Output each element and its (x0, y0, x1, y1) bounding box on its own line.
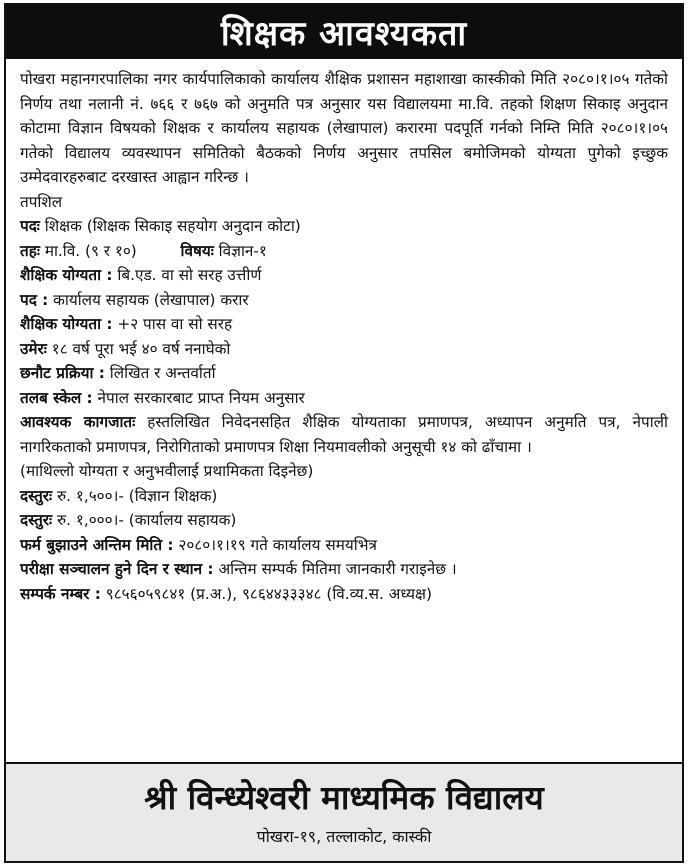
qualification-teacher-value: बि.एड. वा सो सरह उत्तीर्ण (117, 266, 262, 284)
age-label: उमेरः (20, 339, 47, 358)
qualification-assistant (20, 312, 668, 337)
tapsil-heading: तपशिल (20, 192, 63, 211)
fee-teacher-value: रु. १,५००।- (विज्ञान शिक्षक) (57, 486, 218, 505)
post-teacher (20, 214, 668, 239)
subject-label: विषयः (180, 241, 214, 260)
selection-value: लिखित र अन्तर्वार्ता (109, 364, 216, 382)
post-assistant (20, 288, 668, 313)
deadline-label: फर्म बुझाउने अन्तिम मिति : (20, 535, 174, 554)
qualification-assistant-label: शैक्षिक योग्यता : (20, 315, 113, 333)
contact-value: ९८५६०५९८४१ (प्र.अ.), ९८६४४३३३४८ (वि.व्य.स. अध्यक्ष) (105, 584, 432, 603)
selection-process (20, 361, 668, 386)
deadline-value: २०८०।१।१९ गते कार्यालय समयभित्र (178, 535, 377, 554)
exam-value: अन्तिम सम्पर्क मितिमा जानकारी गराइनेछ । (218, 560, 457, 578)
selection-label: छनौट प्रक्रिया : (20, 364, 105, 382)
documents-label: आवश्यक कागजातः (20, 413, 136, 431)
school-name: श्री विन्ध्येश्वरी माध्यमिक विद्यालय (144, 778, 544, 817)
school-footer (6, 762, 682, 861)
intro-paragraph: पोखरा महानगरपालिका नगर कार्यपालिकाको कार्यालय शैक्षिक प्रशासन महाशाखा कास्कीको मिति २०८०।१।०५ गतेको निर्णय तथा नलानी नं. ७६६ र ७६७ को अनुमति पत्र अनुसार यस विद्यालयमा मा.वि. तहको शिक्षण सिकाइ अनुदान कोटामा विज्ञान विषयको शिक्षक र कार्यालय सहायक (लेखापाल) करारमा पदपूर्ति गर्नको निम्ति मिति २०८०।१।०५ गतेको विद्यालय व्यवस्थापन समितिको बैठकको निर्णय अनुसार तपसिल बमोजिमको योग्यता पुगेको इच्छुक उम्मेदवारहरुबाट दरखास्त आह्वान गरिन्छ । (20, 70, 668, 186)
age-value: १८ वर्ष पूरा भई ४० वर्ष ननाघेको (51, 339, 231, 358)
age-requirement (20, 337, 668, 362)
level-subject (20, 239, 668, 264)
qualification-teacher-label: शैक्षिक योग्यता : (20, 266, 113, 284)
fee-teacher (20, 484, 668, 509)
level-value: मा.वि. (९ र १०) (44, 241, 137, 260)
post-teacher-label: पदः (20, 217, 40, 235)
level-label: तहः (20, 241, 40, 260)
salary-label: तलब स्केल : (20, 388, 93, 407)
fee-assistant-value: रु. १,०००।- (कार्यालय सहायक) (57, 511, 237, 529)
qualification-teacher (20, 263, 668, 288)
exam-label: परीक्षा सञ्चालन हुने दिन र स्थान : (20, 560, 214, 578)
post-teacher-value: शिक्षक (शिक्षक सिकाइ सहयोग अनुदान कोटा) (44, 217, 301, 235)
notice-frame (4, 3, 684, 863)
notice-body (6, 59, 682, 606)
post-assistant-label: पद : (20, 290, 49, 309)
subject-value: विज्ञान-१ (218, 241, 267, 260)
required-documents (20, 410, 668, 459)
fee-assistant-label: दस्तुरः (20, 511, 53, 529)
salary-scale (20, 386, 668, 411)
contact-label: सम्पर्क नम्बर : (20, 584, 101, 603)
qualification-assistant-value: +२ पास वा सो सरह (117, 315, 233, 333)
exam-schedule (20, 557, 668, 582)
notice-title: शिक्षक आवश्यकता (6, 5, 682, 59)
fee-teacher-label: दस्तुरः (20, 486, 53, 505)
salary-value: नेपाल सरकारबाट प्राप्त नियम अनुसार (97, 388, 305, 407)
contact-number (20, 582, 668, 607)
school-address: पोखरा-१९, तल्लाकोट, कास्की (256, 827, 432, 846)
fee-assistant (20, 508, 668, 533)
documents-value: हस्तलिखित निवेदनसहित शैक्षिक योग्यताका प्रमाणपत्र, अध्यापन अनुमति पत्र, नेपाली नागरिकताको प्रमाणपत्र, निरोगिताको प्रमाणपत्र शिक्षा नियमावलीको अनुसूची १४ को ढाँचामा । (20, 413, 668, 456)
priority-note: (माथिल्लो योग्यता र अनुभवीलाई प्रथामिकता दिइनेछ) (20, 462, 314, 480)
submission-deadline (20, 533, 668, 558)
post-assistant-value: कार्यालय सहायक (लेखापाल) करार (53, 290, 249, 309)
